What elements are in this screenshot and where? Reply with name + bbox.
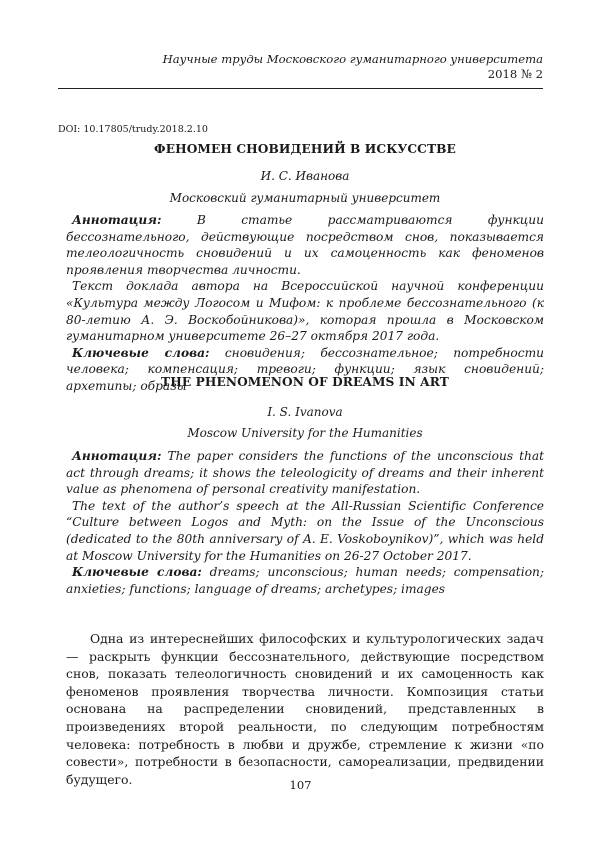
abstract-text-en: The paper considers the functions of the unconscious that act through dreams; it shows the teleologicity of dreams and their inherent value as phenomena of personal creativity manifestation. <box>66 449 544 497</box>
article-title-en: THE PHENOMENON OF DREAMS IN ART <box>161 375 449 389</box>
abstract-ru <box>66 212 544 395</box>
article-title-ru: ФЕНОМЕН СНОВИДЕНИЙ В ИСКУССТВЕ <box>154 142 456 156</box>
keywords-label-ru: Ключевые слова: <box>72 345 210 360</box>
abstract-paragraph-ru <box>66 212 544 278</box>
keywords-text-ru: сновидения; бессознательное; потребности человека; компенсация; тревоги; функции; язык сновидений; архетипы; образы <box>66 345 544 393</box>
conference-note-ru: Текст доклада автора на Всероссийской научной конференции «Культура между Логосом и Мифом: к проблеме бессознательного (к 80-летию А. Э. Воскобойникова)», которая прошла в Московском гуманитарном университете 26–27 октября 2017 года. <box>66 279 544 344</box>
main-text <box>66 630 544 788</box>
page-number: 107 <box>289 778 312 792</box>
body-paragraph: Одна из интереснейших философских и культурологических задач — раскрыть функции бессознательного, действующие посредством снов, показать телеологичность сновидений и их самоценность как феноменов проявления творчества личности. Композиция статьи основана на распределении сновидений, представленных в произведениях второй реальности, по следующим потребностям человека: потребность в любви и дружбе, стремление к жизни «по совести», потребности в безопасности, самореализации, предвидении будущего. <box>66 631 544 787</box>
doi: DOI: 10.17805/trudy.2018.2.10 <box>58 124 208 135</box>
abstract-paragraph-en <box>66 448 544 498</box>
abstract-label-ru: Аннотация: <box>72 213 162 227</box>
keywords-en <box>66 564 544 597</box>
journal-issue: 2018 № 2 <box>487 67 543 81</box>
journal-name: Научные труды Московского гуманитарного университета <box>162 52 543 66</box>
author-ru: И. С. Иванова <box>260 169 350 183</box>
keywords-label-en: Ключевые слова: <box>72 565 202 580</box>
running-head <box>163 52 543 82</box>
header-divider <box>58 88 543 89</box>
conference-note-en: The text of the author’s speech at the All-Russian Scientific Conference “Culture between Logos and Myth: on the Issue of the Unconscious (dedicated to the 80th anniversary of A. E. Voskoboynikov)”, which was held at Moscow University for the Humanities on 26-27 October 2017. <box>66 498 544 563</box>
abstract-en <box>66 448 544 597</box>
keywords-text-en: dreams; unconscious; human needs; compensation; anxieties; functions; language of dreams; archetypes; images <box>66 565 545 596</box>
affiliation-en: Moscow University for the Humanities <box>187 426 423 440</box>
abstract-text-ru: В статье рассматриваются функции бессознательного, действующие посредством снов, показывается телеологичность сновидений и их самоценность как феноменов проявления творчества личности. <box>66 213 544 277</box>
abstract-label-en: Аннотация: <box>72 449 162 463</box>
affiliation-ru: Московский гуманитарный университет <box>169 191 441 205</box>
author-en: I. S. Ivanova <box>267 405 343 419</box>
